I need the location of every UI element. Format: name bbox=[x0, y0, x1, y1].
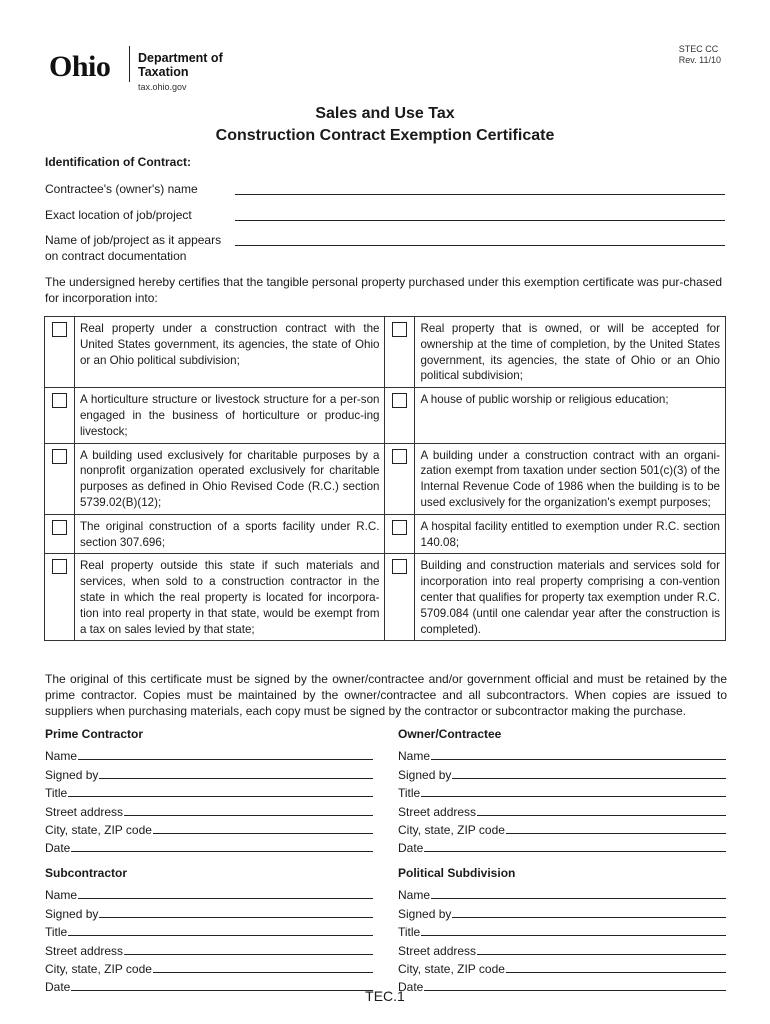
form-title-line1: Sales and Use Tax bbox=[315, 105, 455, 122]
signature-block-title: Prime Contractor bbox=[45, 727, 144, 741]
signature-field[interactable] bbox=[452, 917, 726, 918]
website-link[interactable]: tax.ohio.gov bbox=[138, 82, 187, 92]
field-label: City, state, ZIP code bbox=[398, 961, 505, 976]
logo-divider bbox=[129, 46, 130, 82]
department-name bbox=[138, 51, 223, 79]
field-label: Date bbox=[45, 841, 71, 856]
field-label: Name bbox=[398, 888, 431, 903]
field-label: Signed by bbox=[45, 767, 99, 782]
name-field[interactable] bbox=[78, 759, 373, 760]
option-checkbox[interactable] bbox=[52, 393, 67, 408]
option-text: A horticulture structure or livestock structure for a per-son engaged in the business of horticulture or produc-ing livestock; bbox=[74, 388, 385, 443]
option-text: The original construction of a sports facility under R.C. section 307.696; bbox=[74, 514, 385, 554]
options-row bbox=[45, 317, 726, 388]
option-text: Building and construction materials and services sold for incorporation into real property comprising a con-vention center that qualifies for property tax exemption under R.C. 5709.084 (until one calendar year after the construction is completed). bbox=[415, 554, 726, 641]
owner-name-label: Contractee's (owner's) name bbox=[45, 182, 198, 196]
option-text: Real property under a construction contract with the United States government, its agencies, the state of Ohio or an Ohio political subdivision; bbox=[74, 317, 385, 388]
form-header bbox=[45, 44, 725, 94]
option-checkbox[interactable] bbox=[392, 322, 407, 337]
location-field[interactable] bbox=[235, 220, 725, 221]
department-line2: Taxation bbox=[138, 65, 189, 79]
field-label: Street address bbox=[398, 804, 477, 819]
options-row bbox=[45, 388, 726, 443]
option-checkbox[interactable] bbox=[392, 520, 407, 535]
field-label: Street address bbox=[45, 804, 124, 819]
field-label: Title bbox=[45, 786, 68, 801]
form-code-block bbox=[679, 44, 721, 66]
option-checkbox[interactable] bbox=[52, 559, 67, 574]
political-subdivision-block bbox=[398, 866, 726, 994]
signature-block-title: Political Subdivision bbox=[398, 866, 516, 880]
option-text: A building used exclusively for charitable purposes by a nonprofit organization operated exclusively for charitable purposes as defined in Ohio Revised Code (R.C.) section 5739.02(B)(12); bbox=[74, 443, 385, 514]
option-checkbox[interactable] bbox=[52, 520, 67, 535]
field-label: Name bbox=[45, 749, 78, 764]
prime-contractor-block bbox=[45, 727, 373, 855]
option-text: Real property that is owned, or will be accepted for ownership at the time of completion, by the United States government, its agencies, the state of Ohio or an Ohio political subdivision; bbox=[415, 317, 726, 388]
date-field[interactable] bbox=[424, 851, 726, 852]
field-label: Title bbox=[45, 925, 68, 940]
subcontractor-block bbox=[45, 866, 373, 994]
signature-block-title: Owner/Contractee bbox=[398, 727, 502, 741]
city-state-zip-field[interactable] bbox=[506, 972, 726, 973]
option-checkbox[interactable] bbox=[392, 449, 407, 464]
field-label: Signed by bbox=[398, 906, 452, 921]
street-address-field[interactable] bbox=[477, 954, 726, 955]
owner-name-field[interactable] bbox=[235, 194, 725, 195]
job-name-field[interactable] bbox=[235, 245, 725, 246]
certification-intro: The undersigned hereby certifies that the tangible personal property purchased under this exemption certificate was pur-chased for incorporation into: bbox=[45, 275, 723, 305]
city-state-zip-field[interactable] bbox=[506, 833, 726, 834]
field-label: Title bbox=[398, 786, 421, 801]
field-label: City, state, ZIP code bbox=[45, 961, 152, 976]
option-checkbox[interactable] bbox=[392, 559, 407, 574]
field-label: Name bbox=[45, 888, 78, 903]
field-label: Street address bbox=[398, 943, 477, 958]
job-name-label bbox=[45, 232, 221, 264]
identification-heading: Identification of Contract: bbox=[45, 155, 191, 169]
signature-field[interactable] bbox=[99, 917, 373, 918]
title-field[interactable] bbox=[68, 935, 373, 936]
signature-block-title: Subcontractor bbox=[45, 866, 128, 880]
location-label: Exact location of job/project bbox=[45, 208, 192, 222]
options-row bbox=[45, 554, 726, 641]
owner-contractee-block bbox=[398, 727, 726, 855]
field-label: Title bbox=[398, 925, 421, 940]
job-name-label-line2: on contract documentation bbox=[45, 249, 187, 263]
option-text: Real property outside this state if such materials and services, when sold to a construction contractor in the state in which the real property is located for incorpora-tion into real property in that state, would be exempt from a tax on sales levied by that state; bbox=[74, 554, 385, 641]
option-text: A house of public worship or religious education; bbox=[415, 388, 726, 443]
field-label: City, state, ZIP code bbox=[45, 822, 152, 837]
option-checkbox[interactable] bbox=[52, 449, 67, 464]
form-code: STEC CC bbox=[678, 44, 719, 54]
field-label: Date bbox=[398, 980, 424, 995]
field-label: Name bbox=[398, 749, 431, 764]
options-row bbox=[45, 443, 726, 514]
retention-instructions: The original of this certificate must be signed by the owner/contractee and/or government official and must be retained by the prime contractor. Copies must be maintained by the owner/contractee and all subcontractors. When copies are issued to suppliers when purchasing materials, each copy must be signed by the contractor or subcontractor making the purchase. bbox=[45, 672, 727, 718]
title-field[interactable] bbox=[421, 796, 726, 797]
city-state-zip-field[interactable] bbox=[153, 833, 373, 834]
form-revision: Rev. 11/10 bbox=[678, 55, 721, 65]
option-text: A building under a construction contract with an organi-zation exempt from taxation under section 501(c)(3) of the Internal Revenue Code of 1986 when the building is to be used exclusively for the organization's exempt purposes; bbox=[415, 443, 726, 514]
field-label: Date bbox=[398, 841, 424, 856]
date-field[interactable] bbox=[71, 851, 373, 852]
page-number: TEC.1 bbox=[365, 988, 405, 1004]
option-text: A hospital facility entitled to exemption under R.C. section 140.08; bbox=[415, 514, 726, 554]
ohio-logo: Ohio bbox=[49, 50, 111, 83]
field-label: Signed by bbox=[398, 767, 452, 782]
field-label: City, state, ZIP code bbox=[398, 822, 505, 837]
name-field[interactable] bbox=[431, 898, 726, 899]
field-label: Date bbox=[45, 980, 71, 995]
department-line1: Department of bbox=[138, 51, 223, 65]
form-title-line2: Construction Contract Exemption Certificate bbox=[215, 127, 555, 144]
title-field[interactable] bbox=[68, 796, 373, 797]
street-address-field[interactable] bbox=[124, 815, 373, 816]
name-field[interactable] bbox=[431, 759, 726, 760]
option-checkbox[interactable] bbox=[52, 322, 67, 337]
name-field[interactable] bbox=[78, 898, 373, 899]
field-label: Signed by bbox=[45, 906, 99, 921]
signature-field[interactable] bbox=[452, 778, 726, 779]
city-state-zip-field[interactable] bbox=[153, 972, 373, 973]
options-row bbox=[45, 514, 726, 554]
signature-field[interactable] bbox=[99, 778, 373, 779]
exemption-options-table bbox=[44, 316, 726, 641]
street-address-field[interactable] bbox=[477, 815, 726, 816]
title-field[interactable] bbox=[421, 935, 726, 936]
option-checkbox[interactable] bbox=[392, 393, 407, 408]
job-name-label-line1: Name of job/project as it appears bbox=[45, 233, 222, 247]
street-address-field[interactable] bbox=[124, 954, 373, 955]
field-label: Street address bbox=[45, 943, 124, 958]
